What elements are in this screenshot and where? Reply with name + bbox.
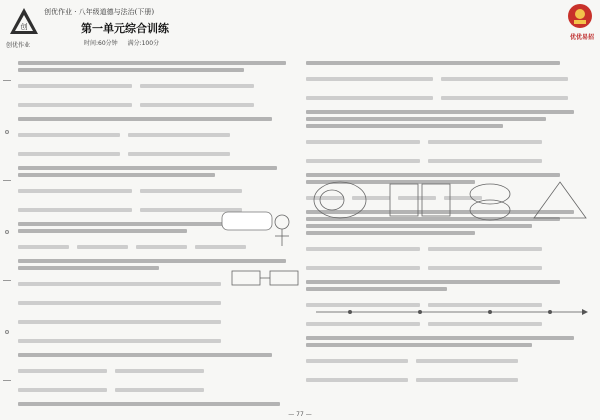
- option-line: [306, 359, 408, 363]
- question-stem-line: [18, 173, 215, 177]
- option-line: [18, 133, 120, 137]
- question-10: [306, 110, 588, 169]
- option-line: [18, 152, 120, 156]
- option-line: [18, 320, 221, 324]
- question-stem-line: [306, 287, 447, 291]
- option-line: [18, 245, 69, 249]
- option-line: [140, 103, 254, 107]
- question-stem-line: [18, 61, 286, 65]
- question-stem-line: [18, 353, 272, 357]
- option-line: [18, 282, 221, 286]
- option-line: [428, 266, 542, 270]
- question-stem-line: [18, 266, 159, 270]
- question-options: [18, 124, 300, 162]
- option-line: [441, 77, 568, 81]
- logo-caption: 创优作业: [6, 42, 31, 49]
- time-label: 时间:60分钟: [84, 40, 118, 47]
- question-options: [306, 131, 588, 169]
- question-stem-line: [18, 117, 272, 121]
- page-number: — 77 —: [288, 411, 312, 418]
- brand-logo: [566, 2, 594, 30]
- question-14: [306, 336, 588, 388]
- score-label: 满分:100分: [127, 40, 160, 47]
- question-options: [306, 350, 588, 388]
- option-line: [18, 369, 107, 373]
- option-line: [18, 84, 132, 88]
- flow-box-diagram: [230, 268, 300, 288]
- option-line: [77, 245, 128, 249]
- option-line: [140, 189, 242, 193]
- option-line: [18, 301, 221, 305]
- header: [0, 0, 600, 58]
- option-line: [18, 208, 132, 212]
- question-stem-line: [306, 124, 503, 128]
- question-options: [18, 75, 300, 113]
- publisher-logo: [8, 6, 40, 38]
- venn-diagrams: [310, 178, 590, 223]
- question-stem-line: [18, 229, 187, 233]
- option-line: [115, 388, 204, 392]
- option-line: [306, 96, 433, 100]
- series-title: 创优作业 · 八年级道德与法治(下册): [44, 8, 155, 16]
- option-line: [306, 266, 420, 270]
- brand-text: 优优易招: [569, 34, 594, 41]
- question-stem-line: [306, 231, 475, 235]
- question-stem-line: [306, 280, 560, 284]
- option-line: [428, 140, 542, 144]
- option-line: [306, 247, 420, 251]
- question-stem-line: [306, 117, 546, 121]
- question-stem-line: [18, 402, 280, 406]
- question-options: [306, 238, 588, 276]
- binding-margin: [0, 60, 14, 400]
- question-6: [18, 353, 300, 398]
- question-9: [306, 61, 588, 106]
- question-options: [306, 68, 588, 106]
- option-line: [306, 77, 433, 81]
- option-line: [128, 133, 230, 137]
- option-line: [18, 339, 221, 343]
- question-stem-line: [306, 61, 560, 65]
- option-line: [128, 152, 230, 156]
- svg-text:创: 创: [20, 23, 28, 31]
- option-line: [18, 189, 132, 193]
- option-line: [416, 359, 518, 363]
- option-line: [306, 378, 408, 382]
- option-line: [416, 378, 518, 382]
- option-line: [136, 245, 187, 249]
- question-2: [18, 117, 300, 162]
- option-line: [428, 159, 542, 163]
- question-stem-line: [18, 166, 277, 170]
- question-stem-line: [306, 343, 532, 347]
- cartoon-diagram: [220, 208, 295, 252]
- timeline-diagram: [310, 298, 590, 324]
- option-line: [115, 369, 204, 373]
- question-stem-line: [18, 259, 286, 263]
- option-line: [18, 388, 107, 392]
- option-line: [140, 84, 254, 88]
- question-stem-line: [18, 68, 244, 72]
- right-column: [306, 58, 588, 408]
- option-line: [18, 103, 132, 107]
- question-stem-line: [306, 173, 560, 177]
- question-stem-line: [306, 336, 574, 340]
- option-line: [306, 159, 420, 163]
- option-line: [306, 140, 420, 144]
- question-stem-line: [306, 224, 532, 228]
- question-7: [18, 402, 300, 408]
- option-line: [441, 96, 568, 100]
- question-stem-line: [306, 110, 574, 114]
- page-title: 第一单元综合训练: [81, 22, 169, 35]
- option-line: [428, 247, 542, 251]
- question-options: [18, 360, 300, 398]
- exam-info: [84, 38, 167, 47]
- question-1: [18, 61, 300, 113]
